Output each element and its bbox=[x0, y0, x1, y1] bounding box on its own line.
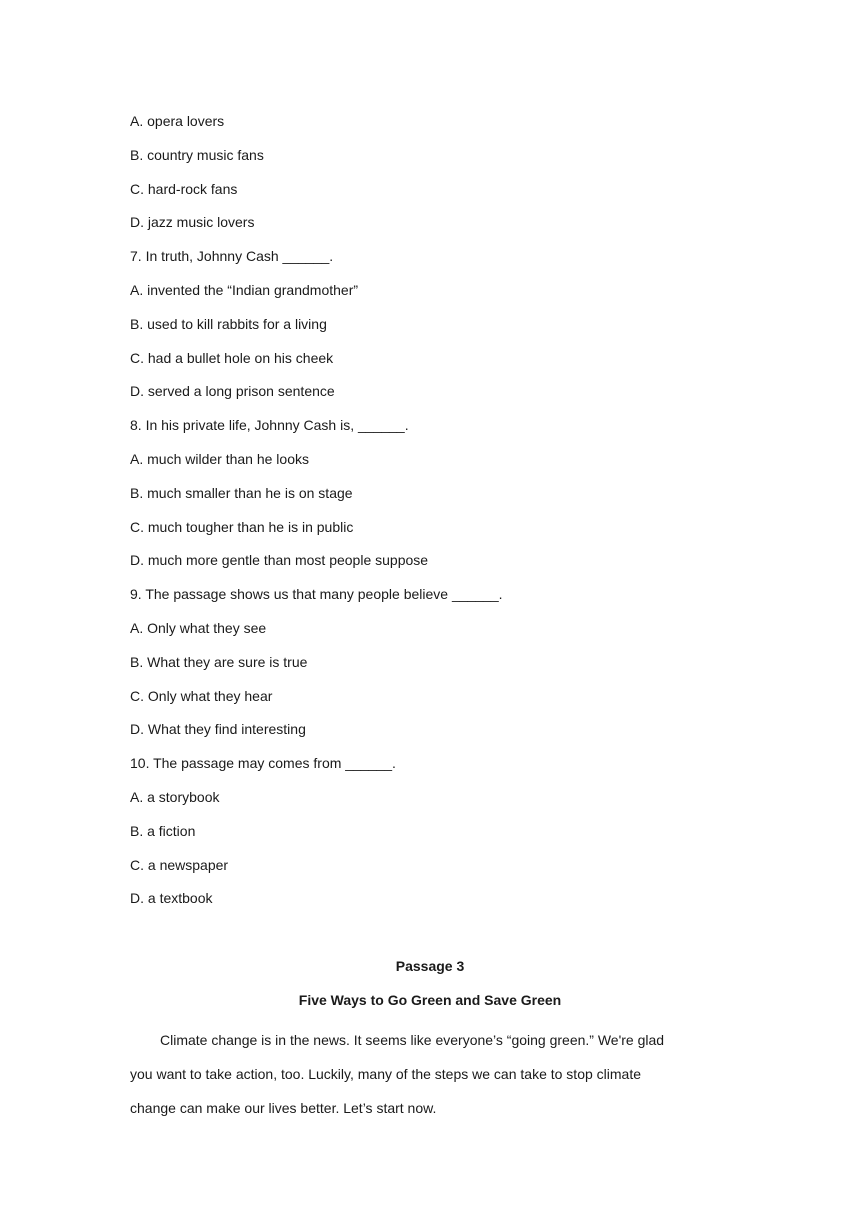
option-7c: C. had a bullet hole on his cheek bbox=[130, 349, 334, 366]
option-8d: D. much more gentle than most people suppose bbox=[130, 552, 429, 569]
passage-title: Five Ways to Go Green and Save Green bbox=[298, 992, 562, 1008]
option-7b: B. used to kill rabbits for a living bbox=[130, 315, 327, 332]
question-10-stem: 10. The passage may comes from ______. bbox=[130, 755, 396, 772]
option-8b: B. much smaller than he is on stage bbox=[130, 484, 353, 501]
option-10c: C. a newspaper bbox=[130, 856, 229, 873]
option-9a: A. Only what they see bbox=[130, 619, 267, 636]
option-10d: D. a textbook bbox=[130, 890, 213, 907]
option-6d: D. jazz music lovers bbox=[130, 214, 255, 231]
option-8a: A. much wilder than he looks bbox=[130, 450, 309, 467]
question-9-stem: 9. The passage shows us that many people believe ______. bbox=[130, 586, 503, 603]
option-9d: D. What they find interesting bbox=[130, 721, 306, 738]
option-8c: C. much tougher than he is in public bbox=[130, 518, 354, 535]
option-10a: A. a storybook bbox=[130, 788, 220, 805]
passage-body: Climate change is in the news. It seems like everyone’s “going green.” We're glad you want to take action, too. Luckily, many of the steps we can take to stop climate change can make our lives better. Let’s start now. bbox=[130, 1032, 665, 1116]
option-9c: C. Only what they hear bbox=[130, 687, 273, 704]
passage-heading: Passage 3 bbox=[395, 958, 465, 974]
option-6c: C. hard-rock fans bbox=[130, 180, 238, 197]
question-8-stem: 8. In his private life, Johnny Cash is, ______. bbox=[130, 417, 409, 434]
option-9b: B. What they are sure is true bbox=[130, 653, 308, 670]
question-list bbox=[130, 111, 730, 922]
option-6b: B. country music fans bbox=[130, 146, 264, 163]
option-7a: A. invented the “Indian grandmother” bbox=[130, 281, 359, 298]
option-7d: D. served a long prison sentence bbox=[130, 383, 335, 400]
option-10b: B. a fiction bbox=[130, 822, 196, 839]
option-6a: A. opera lovers bbox=[130, 113, 225, 129]
question-7-stem: 7. In truth, Johnny Cash ______. bbox=[130, 248, 334, 265]
